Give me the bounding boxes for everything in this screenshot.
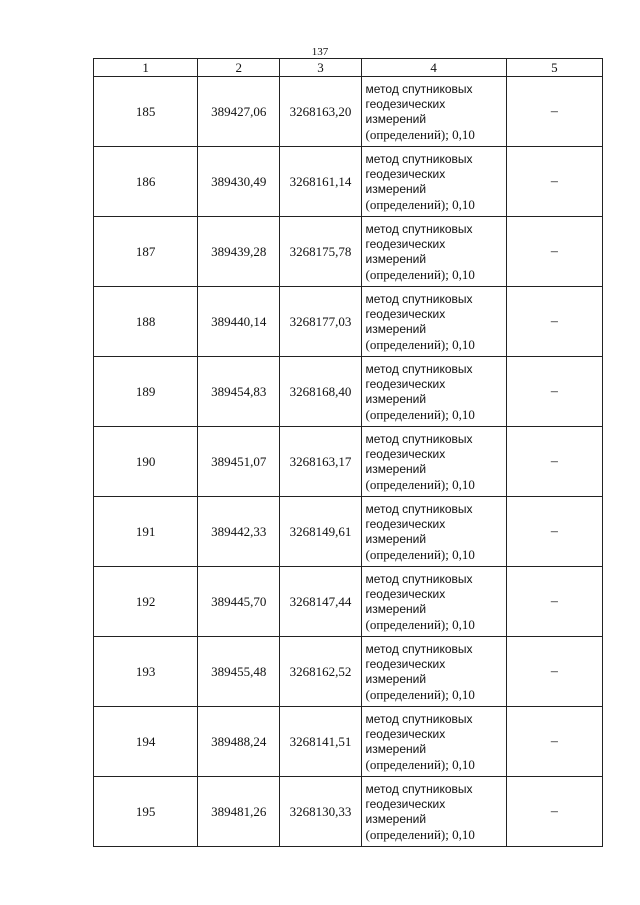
table-row <box>94 637 603 707</box>
method-cell <box>361 147 506 217</box>
page-number: 137 <box>311 46 329 58</box>
method-text-line: (определений); 0,10 <box>365 826 475 842</box>
method-text-line: (определений); 0,10 <box>365 266 475 282</box>
coordinate-x-cell: 389454,83 <box>198 357 280 427</box>
point-number-cell: 195 <box>94 777 198 847</box>
point-number-cell: 187 <box>94 217 198 287</box>
coordinate-y-cell: 3268175,78 <box>280 217 361 287</box>
point-number-cell: 193 <box>94 637 198 707</box>
method-text-line: метод спутниковых <box>365 571 473 586</box>
coordinate-x-cell: 389439,28 <box>198 217 280 287</box>
coordinate-y-cell: 3268168,40 <box>280 357 361 427</box>
method-text-line: метод спутниковых <box>365 781 473 796</box>
method-cell <box>361 217 506 287</box>
method-text-line: (определений); 0,10 <box>365 616 475 632</box>
method-text-line: метод спутниковых <box>365 641 473 656</box>
method-text-line: геодезических <box>365 726 446 741</box>
method-text-line: геодезических <box>365 796 446 811</box>
method-text-line: измерений <box>365 181 427 196</box>
table-row <box>94 427 603 497</box>
method-text-line: геодезических <box>365 446 446 461</box>
point-number-cell: 192 <box>94 567 198 637</box>
point-number-cell: 190 <box>94 427 198 497</box>
coordinates-table <box>93 58 603 847</box>
method-text-line: измерений <box>365 741 427 756</box>
method-text-line: метод спутниковых <box>365 361 473 376</box>
note-cell: – <box>506 77 602 147</box>
method-text-line: (определений); 0,10 <box>365 406 475 422</box>
method-text-line: (определений); 0,10 <box>365 686 475 702</box>
method-text-line: метод спутниковых <box>365 291 473 306</box>
method-text-line: (определений); 0,10 <box>365 756 475 772</box>
method-text-line: метод спутниковых <box>365 501 473 516</box>
method-text-line: измерений <box>365 671 427 686</box>
method-text-line: метод спутниковых <box>365 431 473 446</box>
coordinate-x-cell: 389481,26 <box>198 777 280 847</box>
method-text-line: геодезических <box>365 236 446 251</box>
header-row <box>94 59 603 77</box>
method-cell <box>361 637 506 707</box>
method-cell <box>361 357 506 427</box>
coordinate-x-cell: 389427,06 <box>198 77 280 147</box>
column-header-2: 2 <box>198 59 280 77</box>
method-cell <box>361 427 506 497</box>
note-cell: – <box>506 567 602 637</box>
note-cell: – <box>506 427 602 497</box>
column-header-4: 4 <box>361 59 506 77</box>
table-row <box>94 567 603 637</box>
method-cell <box>361 497 506 567</box>
method-text-line: геодезических <box>365 376 446 391</box>
coordinate-y-cell: 3268149,61 <box>280 497 361 567</box>
method-cell <box>361 77 506 147</box>
point-number-cell: 189 <box>94 357 198 427</box>
column-header-3: 3 <box>280 59 361 77</box>
column-header-5: 5 <box>506 59 602 77</box>
table-body <box>94 77 603 847</box>
method-text-line: метод спутниковых <box>365 151 473 166</box>
column-header-1: 1 <box>94 59 198 77</box>
note-cell: – <box>506 147 602 217</box>
method-text-line: (определений); 0,10 <box>365 476 475 492</box>
method-text-line: измерений <box>365 321 427 336</box>
method-text-line: измерений <box>365 251 427 266</box>
method-text-line: (определений); 0,10 <box>365 546 475 562</box>
method-text-line: измерений <box>365 111 427 126</box>
point-number-cell: 185 <box>94 77 198 147</box>
method-text-line: (определений); 0,10 <box>365 336 475 352</box>
coordinate-x-cell: 389455,48 <box>198 637 280 707</box>
table-row <box>94 777 603 847</box>
method-text-line: метод спутниковых <box>365 81 473 96</box>
coordinate-y-cell: 3268177,03 <box>280 287 361 357</box>
coordinate-y-cell: 3268147,44 <box>280 567 361 637</box>
coordinate-x-cell: 389440,14 <box>198 287 280 357</box>
coordinate-y-cell: 3268141,51 <box>280 707 361 777</box>
table-row <box>94 77 603 147</box>
method-text-line: геодезических <box>365 166 446 181</box>
method-text-line: метод спутниковых <box>365 221 473 236</box>
coordinate-x-cell: 389445,70 <box>198 567 280 637</box>
table-row <box>94 707 603 777</box>
coordinate-x-cell: 389488,24 <box>198 707 280 777</box>
method-text-line: геодезических <box>365 516 446 531</box>
coordinate-y-cell: 3268130,33 <box>280 777 361 847</box>
table-row <box>94 357 603 427</box>
method-text-line: геодезических <box>365 656 446 671</box>
coordinate-x-cell: 389442,33 <box>198 497 280 567</box>
method-cell <box>361 287 506 357</box>
method-text-line: геодезических <box>365 96 446 111</box>
method-text-line: геодезических <box>365 586 446 601</box>
coordinate-y-cell: 3268161,14 <box>280 147 361 217</box>
method-text-line: измерений <box>365 811 427 826</box>
point-number-cell: 186 <box>94 147 198 217</box>
coordinate-y-cell: 3268163,20 <box>280 77 361 147</box>
table-row <box>94 217 603 287</box>
note-cell: – <box>506 637 602 707</box>
note-cell: – <box>506 357 602 427</box>
coordinate-y-cell: 3268163,17 <box>280 427 361 497</box>
note-cell: – <box>506 287 602 357</box>
note-cell: – <box>506 707 602 777</box>
table-header <box>94 59 603 77</box>
note-cell: – <box>506 217 602 287</box>
coordinate-x-cell: 389451,07 <box>198 427 280 497</box>
note-cell: – <box>506 497 602 567</box>
coordinate-x-cell: 389430,49 <box>198 147 280 217</box>
method-text-line: геодезических <box>365 306 446 321</box>
method-text-line: измерений <box>365 391 427 406</box>
coordinate-y-cell: 3268162,52 <box>280 637 361 707</box>
method-text-line: измерений <box>365 461 427 476</box>
note-cell: – <box>506 777 602 847</box>
method-text-line: метод спутниковых <box>365 711 473 726</box>
method-text-line: (определений); 0,10 <box>365 196 475 212</box>
table-row <box>94 497 603 567</box>
point-number-cell: 194 <box>94 707 198 777</box>
method-cell <box>361 567 506 637</box>
method-text-line: измерений <box>365 531 427 546</box>
point-number-cell: 191 <box>94 497 198 567</box>
method-text-line: (определений); 0,10 <box>365 126 475 142</box>
method-cell <box>361 777 506 847</box>
table-row <box>94 147 603 217</box>
point-number-cell: 188 <box>94 287 198 357</box>
table-row <box>94 287 603 357</box>
method-text-line: измерений <box>365 601 427 616</box>
method-cell <box>361 707 506 777</box>
